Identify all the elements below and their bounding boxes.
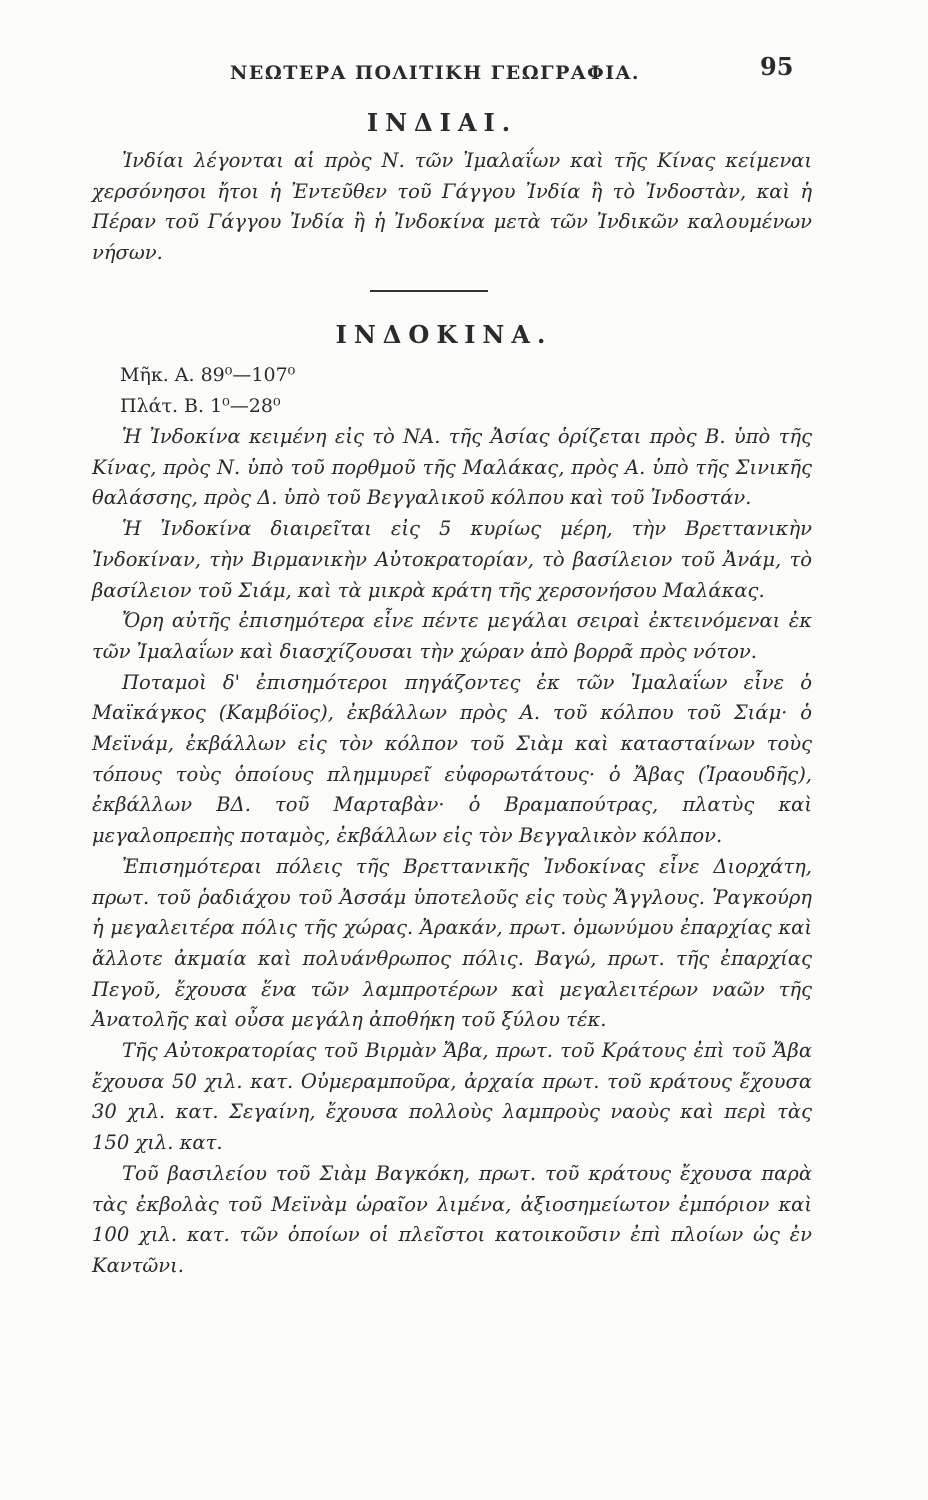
section-indokina-body <box>92 422 812 1282</box>
section-title-indiai: ΙΝΔΙΑΙ. <box>366 108 518 137</box>
section-indiai-body <box>92 146 812 269</box>
paragraph-indiai: Ἰνδίαι λέγονται αἱ πρὸς Ν. τῶν Ἰμαλαΐων καὶ τῆς Κίνας κείμεναι χερσόνησοι ἤτοι ἡ Ἐντεῦθεν τοῦ Γάγγου Ἰνδία ἢ τὸ Ἰνδοστὰν, καὶ ἡ Πέραν τοῦ Γάγγου Ἰνδία ἢ ἡ Ἰνδοκίνα μετὰ τῶν Ἰνδικῶν καλουμένων νήσων. <box>92 149 812 265</box>
latitude-line: Πλάτ. Β. 1⁰—28⁰ <box>120 395 281 417</box>
paragraph-divisions: Ἡ Ἰνδοκίνα διαιρεῖται εἰς 5 κυρίως μέρη, τὴν Βρεττανικὴν Ἰνδοκίναν, τὴν Βιρμανικὴν Αὐτοκρατορίαν, τὸ βασίλειον τοῦ Ἀνάμ, τὸ βασίλειον τοῦ Σιάμ, καὶ τὰ μικρὰ κράτη τῆς χερσονήσου Μαλάκας. <box>92 517 812 602</box>
section-divider <box>370 290 488 292</box>
running-title: ΝΕΩΤΕΡΑ ΠΟΛΙΤΙΚΗ ΓΕΩΓΡΑΦΙΑ. <box>230 62 640 84</box>
paragraph-borders: Ἡ Ἰνδοκίνα κειμένη εἰς τὸ ΝΑ. τῆς Ἀσίας ὁρίζεται πρὸς Β. ὑπὸ τῆς Κίνας, πρὸς Ν. ὑπὸ τοῦ πορθμοῦ τῆς Μαλάκας, πρὸς Α. ὑπὸ τῆς Σινικῆς θαλάσσης, πρὸς Δ. ὑπὸ τοῦ Βεγγαλικοῦ κόλπου καὶ τοῦ Ἰνδοστάν. <box>92 425 812 510</box>
paragraph-burma-cities: Τῆς Αὐτοκρατορίας τοῦ Βιρμὰν Ἄβα, πρωτ. τοῦ Κράτους ἐπὶ τοῦ Ἄβα ἔχουσα 50 χιλ. κατ. Οὐμεραμποῦρα, ἀρχαία πρωτ. τοῦ κράτους ἔχουσα 30 χιλ. κατ. Σεγαίνη, ἔχουσα πολλοὺς λαμπροὺς ναοὺς καὶ περὶ τὰς 150 χιλ. κατ. <box>92 1039 812 1155</box>
longitude-line: Μῆκ. Α. 89⁰—107⁰ <box>120 364 296 386</box>
paragraph-siam-cities: Τοῦ βασιλείου τοῦ Σιὰμ Βαγκόκη, πρωτ. τοῦ κράτους ἔχουσα παρὰ τὰς ἐκβολὰς τοῦ Μεϊνὰμ ὡραῖον λιμένα, ἀξιοσημείωτον ἐμπόριον καὶ 100 χιλ. κατ. τῶν ὁποίων οἱ πλεῖστοι κατοικοῦσιν ἐπὶ πλοίων ὡς ἐν Καντῶνι. <box>92 1161 812 1277</box>
paragraph-rivers: Ποταμοὶ δ' ἐπισημότεροι πηγάζοντες ἐκ τῶν Ἰμαλαΐων εἶνε ὁ Μαϊκάγκος (Καμβόϊος), ἐκβάλλων πρὸς Α. τοῦ κόλπου τοῦ Σιάμ· ὁ Μεϊνάμ, ἐκβάλλων εἰς τὸν κόλπον τοῦ Σιὰμ καὶ κατασταίνων τοὺς τόπους τοὺς ὁποίους πλημμυρεῖ εὐφορωτάτους· ὁ Ἄβας (Ἰραουδῆς), ἐκβάλλων ΒΔ. τοῦ Μαρταβὰν· ὁ Βραμαπούτρας, πλατὺς καὶ μεγαλοπρεπὴς ποταμὸς, ἐκβάλλων εἰς τὸν Βεγγαλικὸν κόλπον. <box>92 670 812 848</box>
paragraph-british-cities: Ἐπισημότεραι πόλεις τῆς Βρεττανικῆς Ἰνδοκίνας εἶνε Διορχάτη, πρωτ. τοῦ ῥαδιάχου τοῦ Ἀσσάμ ὑποτελοῦς εἰς τοὺς Ἄγγλους. Ῥαγκούρη ἡ μεγαλειτέρα πόλις τῆς χώρας. Ἀρακάν, πρωτ. ὁμωνύμου ἐπαρχίας καὶ ἄλλοτε ἀκμαία καὶ πολυάνθρωπος πόλις. Βαγώ, πρωτ. τῆς ἐπαρχίας Πεγοῦ, ἔχουσα ἕνα τῶν λαμπροτέρων καὶ μεγαλειτέρων ναῶν τῆς Ἀνατολῆς καὶ οὖσα μεγάλη ἀποθήκη τοῦ ξύλου τέκ. <box>92 854 812 1032</box>
section-title-indokina: ΙΝΔΟΚΙΝΑ. <box>335 320 553 349</box>
paragraph-mountains: Ὄρη αὐτῆς ἐπισημότερα εἶνε πέντε μεγάλαι σειραὶ ἐκτεινόμεναι ἐκ τῶν Ἰμαλαΐων καὶ διασχίζουσαι τὴν χώραν ἀπὸ βορρᾶ πρὸς νότον. <box>92 609 812 663</box>
page-number: 95 <box>760 52 794 81</box>
